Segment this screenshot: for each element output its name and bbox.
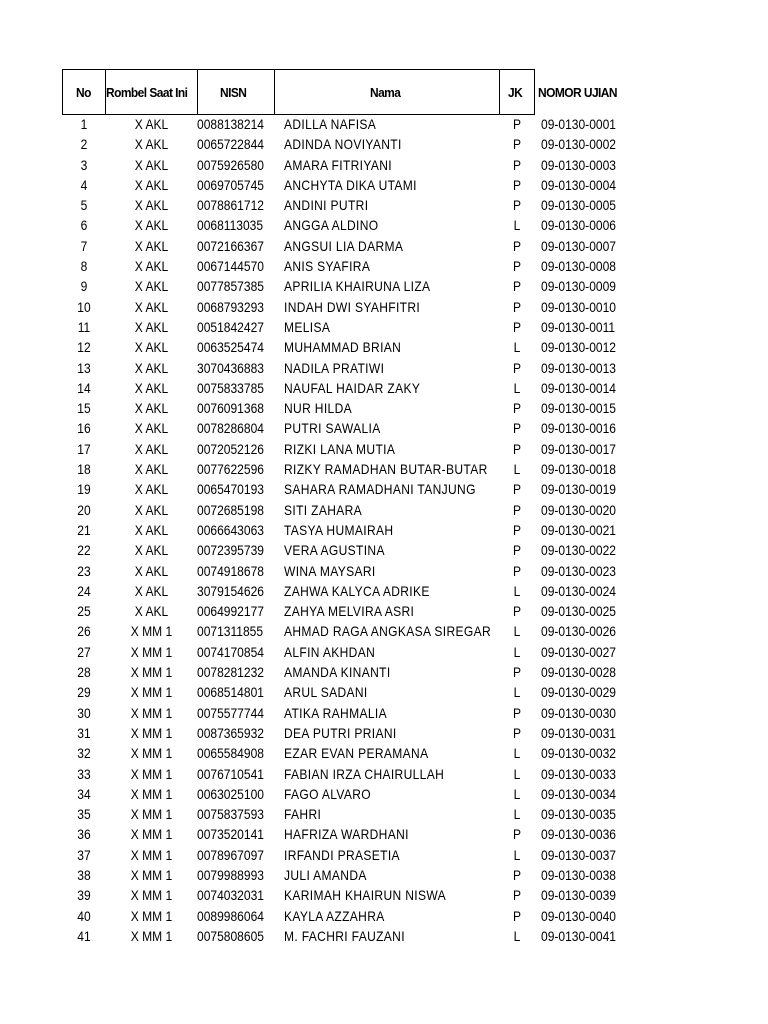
table-row — [0, 885, 768, 905]
nama-cell: ZAHWA KALYCA ADRIKE — [284, 582, 430, 599]
table-row — [0, 398, 768, 418]
nama-cell: VERA AGUSTINA — [284, 542, 385, 559]
table-row — [0, 134, 768, 154]
nisn-cell: 0077857385 — [197, 278, 264, 295]
rombel-cell: X AKL — [134, 542, 169, 559]
rombel-cell: X AKL — [134, 298, 169, 315]
nama-cell: APRILIA KHAIRUNA LIZA — [284, 278, 431, 295]
nisn-cell: 0075833785 — [197, 379, 264, 396]
rombel-cell: X MM 1 — [130, 806, 173, 823]
table-row — [0, 317, 768, 337]
rombel-cell: X AKL — [134, 136, 169, 153]
jk-cell: P — [512, 562, 522, 579]
nomor-ujian-cell: 09-0130-0012 — [541, 339, 616, 356]
nisn-cell: 0075808605 — [197, 927, 264, 944]
nisn-cell: 0074918678 — [197, 562, 264, 579]
rombel-cell: X MM 1 — [130, 826, 173, 843]
table-row — [0, 459, 768, 479]
row-number: 13 — [77, 359, 91, 376]
row-number: 9 — [80, 278, 88, 295]
nama-cell: MUHAMMAD BRIAN — [284, 339, 402, 356]
nama-cell: IRFANDI PRASETIA — [284, 846, 400, 863]
column-header-nisn: NISN — [220, 84, 247, 100]
table-row — [0, 378, 768, 398]
nama-cell: AMARA FITRIYANI — [284, 156, 392, 173]
nisn-cell: 0088138214 — [197, 116, 264, 132]
nomor-ujian-cell: 09-0130-0018 — [541, 461, 616, 478]
jk-cell: P — [512, 826, 522, 843]
nomor-ujian-cell: 09-0130-0031 — [541, 724, 616, 741]
jk-cell: L — [513, 217, 521, 234]
row-number: 4 — [80, 176, 88, 193]
jk-cell: L — [513, 623, 521, 640]
row-number: 37 — [77, 846, 91, 863]
table-row — [0, 195, 768, 215]
jk-cell: P — [512, 136, 522, 153]
row-number: 31 — [77, 724, 91, 741]
nisn-cell: 0078281232 — [197, 664, 264, 681]
rombel-cell: X MM 1 — [130, 623, 173, 640]
nomor-ujian-cell: 09-0130-0007 — [541, 237, 616, 254]
rombel-cell: X AKL — [134, 339, 169, 356]
nama-cell: NAUFAL HAIDAR ZAKY — [284, 379, 421, 396]
jk-cell: P — [512, 724, 522, 741]
table-row — [0, 256, 768, 276]
rombel-cell: X MM 1 — [130, 927, 173, 944]
jk-cell: P — [512, 400, 522, 417]
row-number: 29 — [77, 684, 91, 701]
nisn-cell: 0063025100 — [197, 785, 264, 802]
jk-cell: P — [512, 440, 522, 457]
nomor-ujian-cell: 09-0130-0027 — [541, 643, 616, 660]
nomor-ujian-cell: 09-0130-0023 — [541, 562, 616, 579]
rombel-cell: X AKL — [134, 156, 169, 173]
jk-cell: L — [513, 684, 521, 701]
jk-cell: L — [513, 461, 521, 478]
table-row — [0, 297, 768, 317]
rombel-cell: X AKL — [134, 176, 169, 193]
table-row — [0, 500, 768, 520]
rombel-cell: X MM 1 — [130, 684, 173, 701]
table-row — [0, 439, 768, 459]
row-number: 15 — [77, 400, 91, 417]
row-number: 21 — [77, 521, 91, 538]
nisn-cell: 0079988993 — [197, 866, 264, 883]
jk-cell: P — [512, 197, 522, 214]
table-body — [0, 114, 768, 946]
rombel-cell: X AKL — [134, 400, 169, 417]
rombel-cell: X AKL — [134, 217, 169, 234]
nisn-cell: 0076710541 — [197, 765, 264, 782]
nama-cell: ATIKA RAHMALIA — [284, 704, 387, 721]
nama-cell: ANGSUI LIA DARMA — [284, 237, 404, 254]
nama-cell: NUR HILDA — [284, 400, 352, 417]
row-number: 39 — [77, 887, 91, 904]
jk-cell: P — [512, 907, 522, 924]
nomor-ujian-cell: 09-0130-0038 — [541, 866, 616, 883]
nisn-cell: 0074170854 — [197, 643, 264, 660]
nisn-cell: 0065584908 — [197, 745, 264, 762]
row-number: 33 — [77, 765, 91, 782]
nomor-ujian-cell: 09-0130-0041 — [541, 927, 616, 944]
column-header-rombel: Rombel Saat Ini — [106, 84, 188, 100]
jk-cell: P — [512, 866, 522, 883]
nomor-ujian-cell: 09-0130-0028 — [541, 664, 616, 681]
row-number: 7 — [80, 237, 88, 254]
nama-cell: TASYA HUMAIRAH — [284, 521, 394, 538]
table-row — [0, 601, 768, 621]
nomor-ujian-cell: 09-0130-0014 — [541, 379, 616, 396]
table-row — [0, 865, 768, 885]
table-row — [0, 520, 768, 540]
table-row — [0, 926, 768, 946]
row-number: 18 — [77, 461, 91, 478]
jk-cell: L — [513, 846, 521, 863]
nama-cell: FAHRI — [284, 806, 322, 823]
jk-cell: P — [512, 237, 522, 254]
nama-cell: ARUL SADANI — [284, 684, 368, 701]
nisn-cell: 0078967097 — [197, 846, 264, 863]
jk-cell: L — [513, 745, 521, 762]
table-row — [0, 540, 768, 560]
row-number: 27 — [77, 643, 91, 660]
row-number: 35 — [77, 806, 91, 823]
nisn-cell: 3079154626 — [197, 582, 264, 599]
table-row — [0, 642, 768, 662]
nama-cell: PUTRI SAWALIA — [284, 420, 381, 437]
nama-cell: ANIS SYAFIRA — [284, 258, 371, 275]
nama-cell: KAYLA AZZAHRA — [284, 907, 385, 924]
rombel-cell: X AKL — [134, 461, 169, 478]
row-number: 1 — [80, 116, 88, 132]
row-number: 17 — [77, 440, 91, 457]
nama-cell: ANGGA ALDINO — [284, 217, 379, 234]
nomor-ujian-cell: 09-0130-0022 — [541, 542, 616, 559]
jk-cell: P — [512, 359, 522, 376]
row-number: 25 — [77, 603, 91, 620]
row-number: 24 — [77, 582, 91, 599]
jk-cell: P — [512, 603, 522, 620]
rombel-cell: X MM 1 — [130, 765, 173, 782]
rombel-cell: X AKL — [134, 521, 169, 538]
jk-cell: L — [513, 582, 521, 599]
rombel-cell: X AKL — [134, 258, 169, 275]
nama-cell: RIZKI LANA MUTIA — [284, 440, 396, 457]
table-row — [0, 682, 768, 702]
jk-cell: P — [512, 542, 522, 559]
jk-cell: L — [513, 927, 521, 944]
row-number: 34 — [77, 785, 91, 802]
table-row — [0, 358, 768, 378]
nomor-ujian-cell: 09-0130-0029 — [541, 684, 616, 701]
nisn-cell: 0072052126 — [197, 440, 264, 457]
nisn-cell: 0075926580 — [197, 156, 264, 173]
nomor-ujian-cell: 09-0130-0039 — [541, 887, 616, 904]
nisn-cell: 0087365932 — [197, 724, 264, 741]
rombel-cell: X MM 1 — [130, 745, 173, 762]
row-number: 26 — [77, 623, 91, 640]
jk-cell: P — [512, 887, 522, 904]
nomor-ujian-cell: 09-0130-0016 — [541, 420, 616, 437]
row-number: 12 — [77, 339, 91, 356]
nisn-cell: 0078286804 — [197, 420, 264, 437]
jk-cell: P — [512, 481, 522, 498]
jk-cell: L — [513, 643, 521, 660]
rombel-cell: X MM 1 — [130, 643, 173, 660]
nisn-cell: 0072395739 — [197, 542, 264, 559]
rombel-cell: X AKL — [134, 379, 169, 396]
nomor-ujian-cell: 09-0130-0025 — [541, 603, 616, 620]
nama-cell: AMANDA KINANTI — [284, 664, 391, 681]
rombel-cell: X AKL — [134, 440, 169, 457]
nisn-cell: 0069705745 — [197, 176, 264, 193]
table-row — [0, 906, 768, 926]
nama-cell: JULI AMANDA — [284, 866, 367, 883]
nomor-ujian-cell: 09-0130-0026 — [541, 623, 616, 640]
nama-cell: EZAR EVAN PERAMANA — [284, 745, 429, 762]
nomor-ujian-cell: 09-0130-0004 — [541, 176, 616, 193]
nisn-cell: 0066643063 — [197, 521, 264, 538]
jk-cell: L — [513, 806, 521, 823]
jk-cell: L — [513, 339, 521, 356]
jk-cell: L — [513, 785, 521, 802]
table-row — [0, 723, 768, 743]
nisn-cell: 0065722844 — [197, 136, 264, 153]
nisn-cell: 0068514801 — [197, 684, 264, 701]
nama-cell: ANDINI PUTRI — [284, 197, 369, 214]
jk-cell: P — [512, 298, 522, 315]
nisn-cell: 0072166367 — [197, 237, 264, 254]
table-row — [0, 824, 768, 844]
nama-cell: ZAHYA MELVIRA ASRI — [284, 603, 415, 620]
row-number: 41 — [77, 927, 91, 944]
row-number: 11 — [77, 318, 91, 335]
nisn-cell: 0068113035 — [197, 217, 264, 234]
nomor-ujian-cell: 09-0130-0037 — [541, 846, 616, 863]
table-row — [0, 155, 768, 175]
nisn-cell: 0067144570 — [197, 258, 264, 275]
jk-cell: P — [512, 521, 522, 538]
column-header-no: No — [76, 84, 91, 100]
rombel-cell: X MM 1 — [130, 907, 173, 924]
column-header-jk: JK — [508, 84, 523, 100]
nisn-cell: 0068793293 — [197, 298, 264, 315]
rombel-cell: X MM 1 — [130, 866, 173, 883]
nama-cell: ALFIN AKHDAN — [284, 643, 376, 660]
nomor-ujian-cell: 09-0130-0034 — [541, 785, 616, 802]
jk-cell: L — [513, 379, 521, 396]
nisn-cell: 0072685198 — [197, 501, 264, 518]
nomor-ujian-cell: 09-0130-0008 — [541, 258, 616, 275]
nomor-ujian-cell: 09-0130-0001 — [541, 116, 616, 132]
rombel-cell: X AKL — [134, 501, 169, 518]
rombel-cell: X MM 1 — [130, 785, 173, 802]
table-row — [0, 784, 768, 804]
nisn-cell: 0065470193 — [197, 481, 264, 498]
rombel-cell: X MM 1 — [130, 724, 173, 741]
nama-cell: SITI ZAHARA — [284, 501, 363, 518]
rombel-cell: X AKL — [134, 278, 169, 295]
jk-cell: P — [512, 176, 522, 193]
rombel-cell: X MM 1 — [130, 846, 173, 863]
nisn-cell: 0089986064 — [197, 907, 264, 924]
table-row — [0, 764, 768, 784]
rombel-cell: X AKL — [134, 237, 169, 254]
table-row — [0, 215, 768, 235]
row-number: 14 — [77, 379, 91, 396]
nomor-ujian-cell: 09-0130-0033 — [541, 765, 616, 782]
table-row — [0, 114, 768, 134]
jk-cell: P — [512, 420, 522, 437]
nisn-cell: 0064992177 — [197, 603, 264, 620]
jk-cell: L — [513, 765, 521, 782]
row-number: 2 — [80, 136, 88, 153]
nomor-ujian-cell: 09-0130-0040 — [541, 907, 616, 924]
nisn-cell: 0075577744 — [197, 704, 264, 721]
nomor-ujian-cell: 09-0130-0020 — [541, 501, 616, 518]
row-number: 8 — [80, 258, 88, 275]
nomor-ujian-cell: 09-0130-0006 — [541, 217, 616, 234]
nisn-cell: 3070436883 — [197, 359, 264, 376]
nama-cell: FABIAN IRZA CHAIRULLAH — [284, 765, 445, 782]
table-row — [0, 479, 768, 499]
jk-cell: P — [512, 156, 522, 173]
rombel-cell: X AKL — [134, 197, 169, 214]
nomor-ujian-cell: 09-0130-0003 — [541, 156, 616, 173]
nama-cell: HAFRIZA WARDHANI — [284, 826, 409, 843]
table-row — [0, 743, 768, 763]
table-row — [0, 845, 768, 865]
row-number: 3 — [80, 156, 88, 173]
row-number: 10 — [77, 298, 91, 315]
table-row — [0, 621, 768, 641]
nisn-cell: 0075837593 — [197, 806, 264, 823]
row-number: 38 — [77, 866, 91, 883]
nisn-cell: 0076091368 — [197, 400, 264, 417]
row-number: 20 — [77, 501, 91, 518]
nama-cell: ANCHYTA DIKA UTAMI — [284, 176, 417, 193]
rombel-cell: X AKL — [134, 318, 169, 335]
rombel-cell: X AKL — [134, 481, 169, 498]
nama-cell: KARIMAH KHAIRUN NISWA — [284, 887, 446, 904]
nomor-ujian-cell: 09-0130-0009 — [541, 278, 616, 295]
nomor-ujian-cell: 09-0130-0010 — [541, 298, 616, 315]
table-row — [0, 418, 768, 438]
table-row — [0, 561, 768, 581]
rombel-cell: X AKL — [134, 562, 169, 579]
table-row — [0, 276, 768, 296]
nisn-cell: 0073520141 — [197, 826, 264, 843]
jk-cell: P — [512, 318, 522, 335]
table-row — [0, 804, 768, 824]
nama-cell: ADINDA NOVIYANTI — [284, 136, 402, 153]
table-row — [0, 662, 768, 682]
rombel-cell: X AKL — [134, 359, 169, 376]
row-number: 5 — [80, 197, 88, 214]
rombel-cell: X MM 1 — [130, 887, 173, 904]
nomor-ujian-cell: 09-0130-0019 — [541, 481, 616, 498]
nomor-ujian-cell: 09-0130-0024 — [541, 582, 616, 599]
table-row — [0, 703, 768, 723]
jk-cell: P — [512, 258, 522, 275]
row-number: 23 — [77, 562, 91, 579]
nomor-ujian-cell: 09-0130-0021 — [541, 521, 616, 538]
table-row — [0, 236, 768, 256]
rombel-cell: X AKL — [134, 420, 169, 437]
row-number: 32 — [77, 745, 91, 762]
nomor-ujian-cell: 09-0130-0011 — [541, 318, 616, 335]
rombel-cell: X MM 1 — [130, 704, 173, 721]
column-header-nama: Nama — [370, 84, 401, 100]
nisn-cell: 0071311855 — [197, 623, 264, 640]
row-number: 22 — [77, 542, 91, 559]
nisn-cell: 0074032031 — [197, 887, 264, 904]
nama-cell: INDAH DWI SYAHFITRI — [284, 298, 421, 315]
nama-cell: SAHARA RAMADHANI TANJUNG — [284, 481, 476, 498]
nomor-ujian-cell: 09-0130-0013 — [541, 359, 616, 376]
row-number: 36 — [77, 826, 91, 843]
jk-cell: P — [512, 704, 522, 721]
nama-cell: DEA PUTRI PRIANI — [284, 724, 397, 741]
jk-cell: P — [512, 501, 522, 518]
row-number: 19 — [77, 481, 91, 498]
nomor-ujian-cell: 09-0130-0036 — [541, 826, 616, 843]
nama-cell: M. FACHRI FAUZANI — [284, 927, 405, 944]
nama-cell: WINA MAYSARI — [284, 562, 376, 579]
nisn-cell: 0063525474 — [197, 339, 264, 356]
jk-cell: P — [512, 278, 522, 295]
row-number: 30 — [77, 704, 91, 721]
table-row — [0, 337, 768, 357]
nama-cell: NADILA PRATIWI — [284, 359, 385, 376]
nomor-ujian-cell: 09-0130-0017 — [541, 440, 616, 457]
nama-cell: RIZKY RAMADHAN BUTAR-BUTAR — [284, 461, 488, 478]
row-number: 16 — [77, 420, 91, 437]
row-number: 6 — [80, 217, 88, 234]
column-header-nomor-ujian: NOMOR UJIAN — [538, 84, 617, 100]
row-number: 40 — [77, 907, 91, 924]
nama-cell: MELISA — [284, 318, 331, 335]
nama-cell: FAGO ALVARO — [284, 785, 371, 802]
table-row — [0, 175, 768, 195]
nomor-ujian-cell: 09-0130-0005 — [541, 197, 616, 214]
row-number: 28 — [77, 664, 91, 681]
table-row — [0, 581, 768, 601]
rombel-cell: X AKL — [134, 582, 169, 599]
nomor-ujian-cell: 09-0130-0030 — [541, 704, 616, 721]
nomor-ujian-cell: 09-0130-0032 — [541, 745, 616, 762]
rombel-cell: X MM 1 — [130, 664, 173, 681]
nisn-cell: 0051842427 — [197, 318, 264, 335]
nomor-ujian-cell: 09-0130-0015 — [541, 400, 616, 417]
nisn-cell: 0078861712 — [197, 197, 264, 214]
nama-cell: AHMAD RAGA ANGKASA SIREGAR — [284, 623, 492, 640]
jk-cell: P — [512, 116, 522, 132]
nisn-cell: 0077622596 — [197, 461, 264, 478]
rombel-cell: X AKL — [134, 603, 169, 620]
nomor-ujian-cell: 09-0130-0002 — [541, 136, 616, 153]
nama-cell: ADILLA NAFISA — [284, 116, 377, 132]
rombel-cell: X AKL — [134, 116, 169, 132]
nomor-ujian-cell: 09-0130-0035 — [541, 806, 616, 823]
jk-cell: P — [512, 664, 522, 681]
